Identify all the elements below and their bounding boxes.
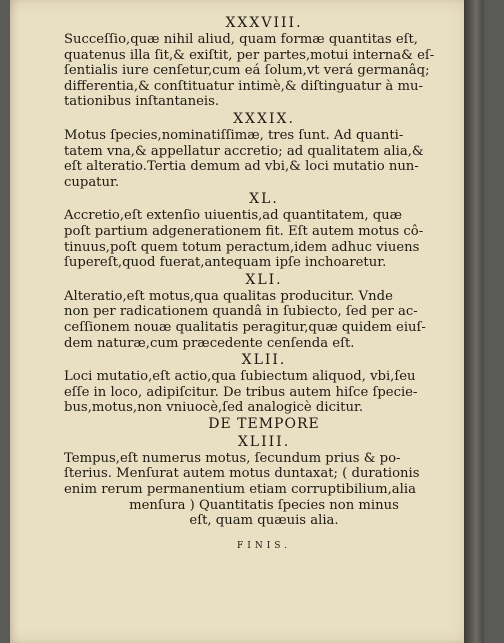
section-heading: XXXVIII. xyxy=(225,15,303,31)
text-line: menſura ) Quantitatis ſpecies non minus xyxy=(129,497,399,513)
chapter-title: DE TEMPORE xyxy=(208,415,320,432)
text-line: enim rerum permanentium etiam corruptibilium,alia xyxy=(64,482,416,498)
paragraph xyxy=(64,32,464,110)
text-line: ceſſionem nouæ qualitatis peragitur,quæ quidem eiuſ- xyxy=(64,319,426,335)
text-line: tatem vna,& appellatur accretio; ad qualitatem alia,& xyxy=(64,143,424,159)
text-line: Alteratio,eſt motus,qua qualitas producitur. Vnde xyxy=(64,288,393,304)
text-line: eſt, quam quæuis alia. xyxy=(189,513,339,529)
text-line: poſt partium adgenerationem fit. Eſt autem motus cô- xyxy=(64,223,424,239)
section-heading: XL. xyxy=(249,191,279,208)
text-line: ſupereſt,quod fuerat,antequam ipſe inchoaretur. xyxy=(64,255,387,271)
paragraph xyxy=(64,289,464,351)
text-line: bus,motus,non vniuocè,ſed analogicè dicitur. xyxy=(64,400,364,416)
text-line: ſterius. Menſurat autem motus duntaxat; ( durationis xyxy=(64,466,420,482)
text-line: eſſe in loco, adipiſcitur. De tribus autem hiſce ſpecie- xyxy=(64,384,418,400)
text-line: Succeſſio,quæ nihil aliud, quam formæ quantitas eſt, xyxy=(64,32,419,47)
text-line: cupatur. xyxy=(64,174,120,190)
text-line: Accretio,eſt extenſio uiuentis,ad quantitatem, quæ xyxy=(64,208,403,224)
text-line: tationibus inſtantaneis. xyxy=(64,94,220,110)
text-line: ſentialis iure cenſetur,cum eá ſolum,vt verá germanâq; xyxy=(64,63,430,79)
page-text xyxy=(64,14,464,563)
text-line: differentia,& conſtituatur intimè,& diſtinguatur à mu- xyxy=(64,78,423,94)
paragraph xyxy=(64,369,464,416)
page-edge-shadow xyxy=(464,0,484,643)
finis-colophon: FINIS. xyxy=(237,540,291,551)
text-line: tinuus,poſt quem totum peractum,idem adhuc viuens xyxy=(64,239,420,255)
section-heading: XLI. xyxy=(245,271,283,288)
paragraph xyxy=(64,128,464,190)
text-line: eſt alteratio.Tertia demum ad vbi,& loci mutatio nun- xyxy=(64,159,419,175)
paragraph xyxy=(64,451,464,529)
text-line: dem naturæ,cum præcedente cenſenda eſt. xyxy=(64,335,355,351)
text-line: Motus ſpecies,nominatiſſimæ, tres ſunt. Ad quanti- xyxy=(64,127,404,143)
text-line: Tempus,eſt numerus motus, ſecundum prius & po- xyxy=(64,450,401,466)
text-line: quatenus illa ſit,& exiſtit, per partes,motui interna& eſ- xyxy=(64,47,435,63)
book-page xyxy=(10,0,484,643)
section-heading: XLIII. xyxy=(237,433,291,450)
text-line: Loci mutatio,eſt actio,qua ſubiectum aliquod, vbi,ſeu xyxy=(64,369,416,385)
section-heading: XXXIX. xyxy=(233,110,295,127)
section-heading: XLII. xyxy=(241,352,287,369)
text-line: non per radicationem quandâ in ſubiecto, ſed per ac- xyxy=(64,304,418,320)
paragraph xyxy=(64,208,464,270)
